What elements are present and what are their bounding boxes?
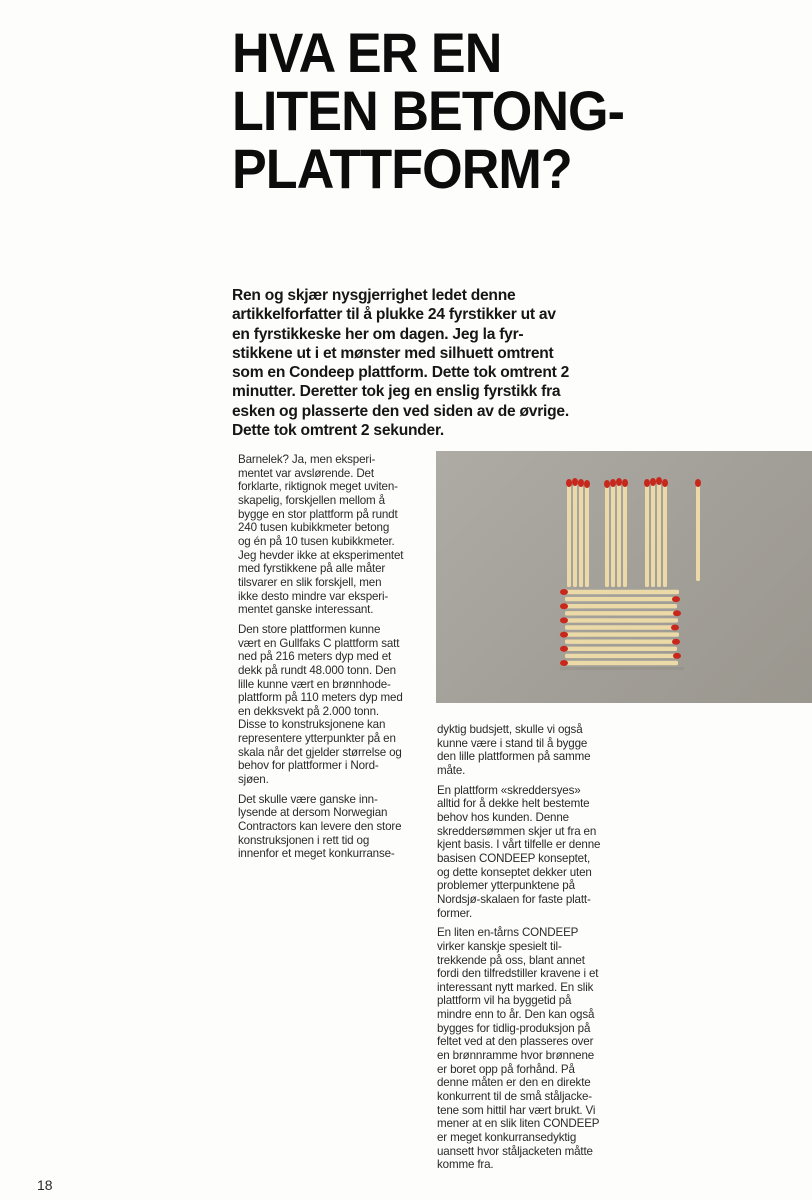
body-line: feltet ved at den plasseres over [437, 1035, 594, 1049]
body-line: Barnelek? Ja, men eksperi- [238, 453, 376, 466]
body-line: lille kunne vært en brønnhode- [238, 677, 391, 691]
lead-line: som en Condeep plattform. Dette tok omtrent 2 [232, 364, 570, 382]
body-line: er boret opp på forhånd. På [437, 1062, 575, 1076]
match-head [616, 478, 622, 486]
body-line: Contractors kan levere den store [238, 820, 402, 834]
matchstick [696, 481, 700, 581]
match-head [610, 479, 616, 487]
body-line: mener at en slik liten CONDEEP [437, 1117, 600, 1131]
body-line: former. [437, 906, 473, 920]
page-number: 18 [37, 1177, 53, 1193]
match-head [622, 479, 628, 487]
body-line: ned på 216 meters dyp med et [238, 650, 392, 664]
body-line: representere ytterpunkter på en [238, 732, 396, 746]
matchstick [573, 480, 577, 587]
matchstick [579, 481, 583, 587]
body-line: konkurrent til de små ståljacke- [437, 1090, 592, 1104]
body-line: alltid for å dekke helt bestemte [437, 797, 590, 811]
body-line: innenfor et meget konkurranse- [238, 847, 395, 861]
body-line: lysende at dersom Norwegian [238, 806, 388, 820]
lead-line: stikkene ut i et mønster med silhuett omtrent [232, 344, 554, 362]
body-line: mindre enn to år. Den kan også [437, 1008, 595, 1022]
match-head [560, 589, 568, 595]
body-paragraph [437, 784, 627, 921]
body-line: kjent basis. I vårt tilfelle er denne [437, 838, 601, 852]
body-line: sjøen. [238, 773, 269, 787]
match-head [560, 660, 568, 666]
lead-line: esken og plasserte den ved siden av de øvrige. [232, 402, 569, 420]
matchstick [623, 481, 627, 587]
body-paragraph [238, 623, 428, 787]
body-line: ikke desto mindre var eksperi- [238, 589, 389, 603]
body-line: og dette konseptet dekker uten [437, 865, 592, 879]
body-line: Disse to konstruksjonene kan [238, 718, 386, 732]
matchstick [565, 611, 679, 615]
match-head [644, 479, 650, 487]
body-line: 240 tusen kubikkmeter betong [238, 521, 390, 535]
lead-paragraph [232, 286, 662, 440]
matchstick-platform-photo [436, 451, 812, 703]
article-title [232, 21, 753, 200]
body-line: behov hos kunden. Denne [437, 810, 569, 824]
body-line: Den store plattformen kunne [238, 622, 381, 636]
matchstick [565, 640, 678, 644]
body-line: denne måten er den en direkte [437, 1076, 591, 1090]
body-line: med fyrstikkene på alle måter [238, 562, 386, 576]
body-line: mentet var avslørende. Det [238, 466, 374, 480]
body-line: vært en Gullfaks C plattform satt [238, 636, 400, 650]
body-line: basisen CONDEEP konseptet, [437, 851, 591, 865]
body-line: en brønnramme hvor brønnene [437, 1049, 595, 1063]
body-line: skreddersømmen skjer ut fra en [437, 824, 597, 838]
body-line: dekk på rundt 48.000 tonn. Den [238, 663, 396, 677]
body-line: uansett hvor ståljacketen måtte [437, 1144, 593, 1158]
match-head [673, 653, 681, 659]
lead-line: Dette tok omtrent 2 sekunder. [232, 422, 444, 440]
title-line: HVA ER EN [232, 21, 502, 84]
body-line: konstruksjonen i rett tid og [238, 833, 370, 847]
body-line: Det skulle være ganske inn- [238, 792, 378, 806]
body-line: måte. [437, 763, 466, 777]
body-line: trekkende på oss, blant annet [437, 953, 585, 967]
body-line: den lille plattformen på samme [437, 750, 591, 764]
matchstick [663, 481, 667, 587]
lead-line: minutter. Deretter tok jeg en enslig fyrstikk fra [232, 383, 561, 401]
matchstick [657, 479, 661, 587]
body-line: virker kanskje spesielt til- [437, 939, 562, 953]
match-head [572, 478, 578, 486]
match-head [604, 480, 610, 488]
body-line: plattform vil ha byggetid på [437, 994, 572, 1008]
body-line: bygges for tidlig-produksjon på [437, 1021, 591, 1035]
matchstick [562, 632, 679, 636]
lead-line: en fyrstikkeske her om dagen. Jeg la fyr- [232, 325, 524, 343]
matchstick [585, 482, 589, 587]
matchstick [611, 481, 615, 587]
body-line: skala når det gjelder størrelse og [238, 745, 402, 759]
match-head [662, 479, 668, 487]
body-line: Nordsjø-skalaen for faste platt- [437, 892, 591, 906]
matchstick [651, 480, 655, 587]
matchstick [567, 481, 571, 587]
body-paragraph [437, 723, 627, 778]
matchstick [565, 625, 677, 629]
matchstick [617, 480, 621, 587]
body-paragraph [238, 793, 428, 861]
matchstick [605, 482, 609, 587]
match-head [560, 646, 568, 652]
match-head [673, 610, 681, 616]
body-line: interessant nytt marked. En slik [437, 980, 594, 994]
matchstick-illustration [436, 451, 812, 703]
matchstick [562, 590, 679, 594]
lead-line: artikkelforfatter til å plukke 24 fyrstikker ut av [232, 306, 556, 324]
body-line: problemer ytterpunktene på [437, 879, 575, 893]
body-line: dyktig budsjett, skulle vi også [437, 723, 583, 736]
match-head [656, 477, 662, 485]
match-head [672, 596, 680, 602]
body-paragraph [238, 453, 428, 617]
body-column-left [238, 453, 428, 867]
body-line: En liten en-tårns CONDEEP [437, 926, 579, 940]
match-head [560, 617, 568, 623]
match-head [560, 632, 568, 638]
match-head [650, 478, 656, 486]
body-line: behov for plattformer i Nord- [238, 759, 379, 773]
body-line: fordi den tilfredstiller kravene i et [437, 967, 599, 981]
body-line: tilsvarer en slik forskjell, men [238, 575, 382, 589]
body-line: bygge en stor plattform på rundt [238, 507, 398, 521]
matchstick [565, 597, 678, 601]
body-line: en dekksvekt på 2.000 tonn. [238, 704, 379, 718]
matchstick [562, 604, 677, 608]
matchstick [565, 654, 679, 658]
body-line: Jeg hevder ikke at eksperimentet [238, 548, 404, 562]
match-head [566, 479, 572, 487]
body-column-right [437, 723, 627, 1178]
body-line: og én på 10 tusen kubikkmeter. [238, 534, 395, 548]
body-line: plattform på 110 meters dyp med [238, 691, 403, 705]
lead-line: Ren og skjær nysgjerrighet ledet denne [232, 287, 516, 304]
match-head [695, 479, 701, 487]
body-line: En plattform «skreddersyes» [437, 783, 581, 797]
body-line: komme fra. [437, 1158, 494, 1172]
body-line: skapelig, forskjellen mellom å [238, 493, 385, 507]
title-line: PLATTFORM? [232, 137, 572, 200]
body-line: forklarte, riktignok meget uviten- [238, 480, 398, 494]
matchstick [645, 481, 649, 587]
body-line: mentet ganske interessant. [238, 603, 374, 617]
body-paragraph [437, 926, 627, 1172]
matchstick [562, 618, 678, 622]
match-head [578, 479, 584, 487]
title-line: LITEN BETONG- [232, 79, 625, 142]
matchstick [562, 661, 678, 665]
body-line: er meget konkurransedyktig [437, 1131, 577, 1145]
matchstick [562, 647, 677, 651]
body-line: kunne være i stand til å bygge [437, 736, 588, 750]
shadow [560, 667, 684, 670]
match-head [560, 603, 568, 609]
match-head [672, 639, 680, 645]
body-line: tene som hittil har vært brukt. Vi [437, 1103, 596, 1117]
match-head [671, 625, 679, 631]
match-head [584, 480, 590, 488]
